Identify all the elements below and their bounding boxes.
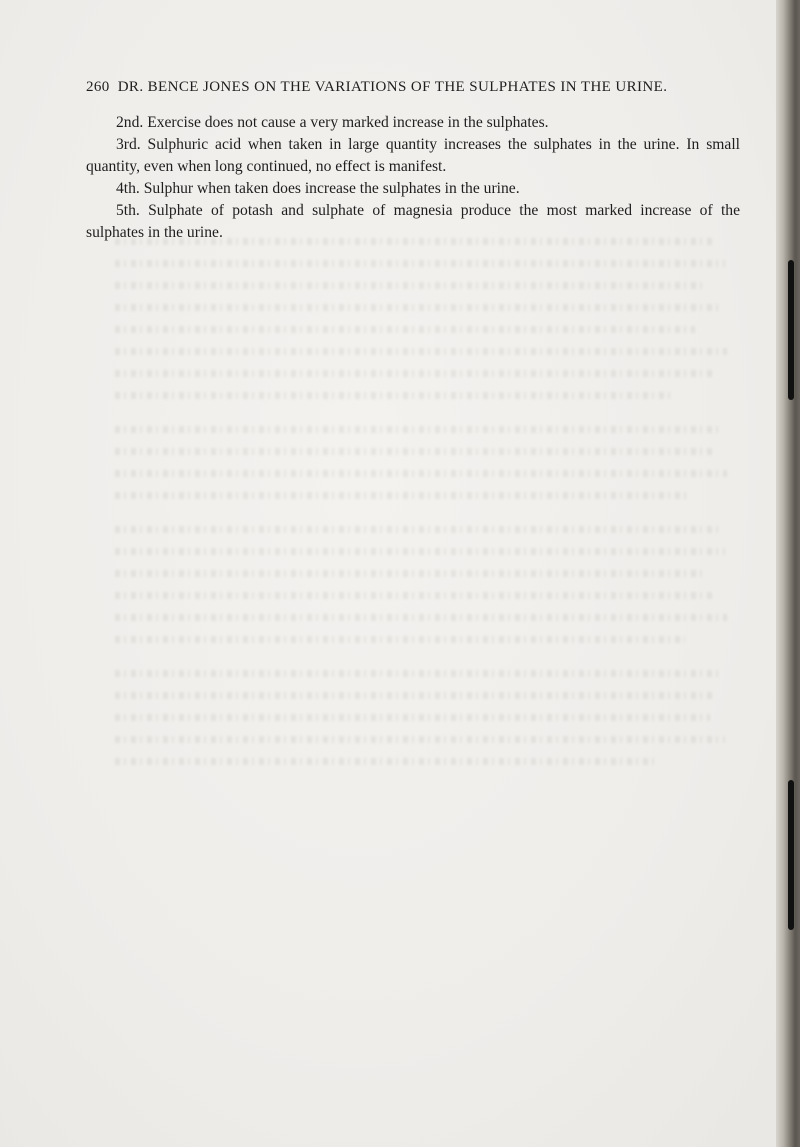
page-number: 260 [86,79,110,95]
running-title: DR. BENCE JONES ON THE VARIATIONS OF THE SULPHATES IN THE URINE. [117,79,668,95]
page-edge-dark-mark [788,260,794,400]
paragraph-sulphur: 4th. Sulphur when taken does increase the sulphates in the urine. [116,180,520,197]
body-text [86,112,740,244]
running-header [86,79,746,96]
bleed-through-texture [115,230,745,790]
paragraph-sulphuric-acid: 3rd. Sulphuric acid when taken in large quantity increases the sulphates in the urine. In small quantity, even when long continued, no effect is manifest. [86,136,740,175]
page-edge-shadow [776,0,800,1147]
paragraph-sulphate-potash: 5th. Sulphate of potash and sulphate of magnesia produce the most marked increase of the sulphates in the urine. [86,202,740,241]
page-edge-dark-mark [788,780,794,930]
paragraph-exercise: 2nd. Exercise does not cause a very marked increase in the sulphates. [116,114,549,131]
